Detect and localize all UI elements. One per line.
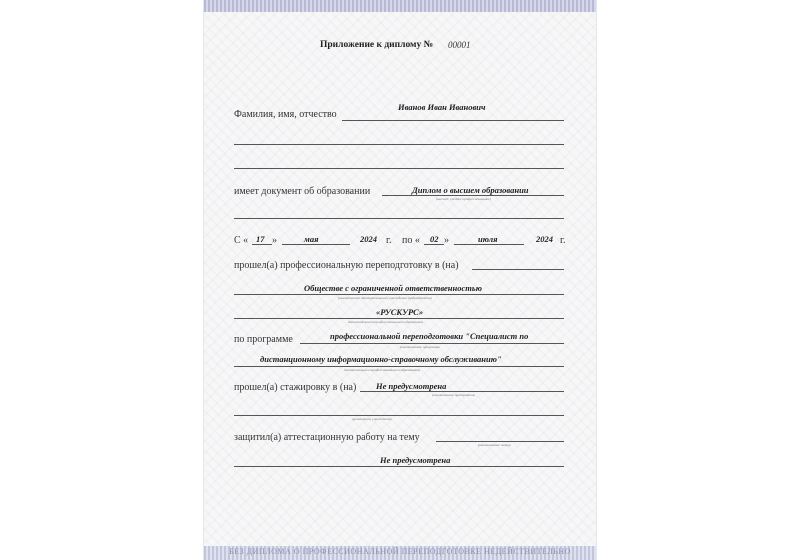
- program-hint-2: дополнительного профессионального образования): [344, 368, 421, 372]
- org-name-line2: «РУСКУРС»: [376, 307, 424, 317]
- security-band-bottom: [204, 546, 596, 560]
- education-doc-line: [382, 195, 564, 196]
- fio-line: [342, 120, 564, 121]
- date-from-quote: »: [272, 235, 277, 246]
- thesis-label: защитил(а) аттестационную работу на тему: [234, 432, 420, 443]
- org-hint-2: дополнительного профессионального образования: [348, 320, 423, 324]
- security-band-top: [204, 0, 596, 12]
- fio-line-3: [234, 168, 564, 169]
- education-doc-line-2: [234, 218, 564, 219]
- program-line-1: [300, 343, 564, 344]
- program-hint-1: (наименование программы: [400, 345, 440, 349]
- internship-hint-2: организации, учреждения): [352, 417, 392, 421]
- date-from-day-line: [252, 244, 272, 245]
- date-from-month-line: [282, 244, 350, 245]
- date-to-day: 02: [430, 234, 439, 244]
- document-title: Приложение к диплому №: [320, 40, 434, 50]
- retraining-label: прошел(а) профессиональную переподготовку в (на): [234, 260, 459, 271]
- education-doc-label: имеет документ об образовании: [234, 186, 371, 197]
- thesis-hint: (наименование темы): [478, 443, 511, 447]
- internship-label: прошел(а) стажировку в (на): [234, 382, 357, 393]
- fio-line-2: [234, 144, 564, 145]
- date-to-prefix: по «: [402, 235, 420, 246]
- retraining-line: [472, 269, 564, 270]
- program-line-2: [234, 366, 564, 367]
- date-to-quote: »: [444, 235, 449, 246]
- date-to-year-suffix: г.: [560, 235, 566, 246]
- education-doc-hint: (высшее, среднее профессиональное): [436, 197, 492, 201]
- program-name-line1: профессиональной переподготовки "Специалист по: [330, 331, 529, 341]
- program-name-line2: дистанционному информационно-справочному обслуживанию": [260, 354, 502, 364]
- thesis-line-2: [234, 466, 564, 467]
- org-line-2: [234, 318, 564, 319]
- org-hint-1: (наименование образовательного учреждения (подразделения): [338, 296, 432, 300]
- internship-value: Не предусмотрена: [376, 381, 447, 391]
- thesis-value: Не предусмотрена: [380, 455, 451, 465]
- program-label: по программе: [234, 334, 293, 345]
- internship-line-2: [234, 415, 564, 416]
- date-to-month-line: [454, 244, 524, 245]
- internship-line-1: [360, 391, 564, 392]
- diploma-number: 00001: [448, 40, 471, 50]
- date-to-year: 2024: [536, 234, 553, 244]
- date-from-prefix: С «: [234, 235, 249, 246]
- security-band-text: БЕЗ ДИПЛОМА О ПРОФЕССИОНАЛЬНОЙ ПЕРЕПОДГОТОВКЕ НЕДЕЙСТВИТЕЛЬНО: [229, 547, 571, 556]
- date-from-year: 2024: [360, 234, 377, 244]
- thesis-line-1: [436, 441, 564, 442]
- education-doc-value: Диплом о высшем образовании: [412, 185, 529, 195]
- org-line-1: [234, 294, 564, 295]
- date-to-month: июля: [478, 234, 498, 244]
- date-from-year-suffix: г.: [386, 235, 392, 246]
- document-page: [204, 0, 596, 560]
- date-from-day: 17: [256, 234, 265, 244]
- date-to-day-line: [424, 244, 444, 245]
- date-from-month: мая: [304, 234, 319, 244]
- internship-hint-1: (наименование предприятия,: [432, 393, 476, 397]
- fio-label: Фамилия, имя, отчество: [234, 109, 337, 120]
- fio-value: Иванов Иван Иванович: [398, 102, 486, 112]
- org-name-line1: Обществе с ограниченной ответственностью: [304, 283, 482, 293]
